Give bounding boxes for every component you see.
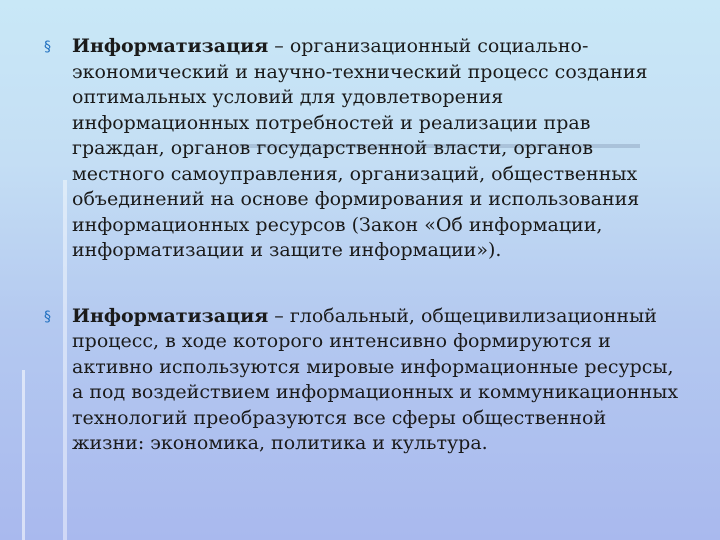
definition-text: – глобальный, общецивилизационный процесс, в ходе которого интенсивно формируются и активно используются мировые информационные ресурсы, а под воздействием информационных и коммуникационных технологий преобразуются все сферы общественной жизни: экономика, политика и культура. [72,304,679,454]
definition-item-1 [44,34,684,264]
slide-content [44,34,684,457]
bullet-icon: § [44,308,51,325]
bullet-icon: § [44,39,51,55]
definition-item-2 [44,304,684,457]
definition-term: Информатизация [72,35,269,57]
decorative-line-left [22,370,25,540]
definition-term: Информатизация [72,304,269,327]
definition-text: – организационный социально-экономический и научно-технический процесс создания оптимальных условий для удовлетворения информационных потребностей и реализации прав граждан, органов государственной власти, органов местного самоуправления, организаций, общественных объединений на основе формирования и использования информационных ресурсов (Закон «Об информации, информатизации и защите информации»). [72,35,648,261]
